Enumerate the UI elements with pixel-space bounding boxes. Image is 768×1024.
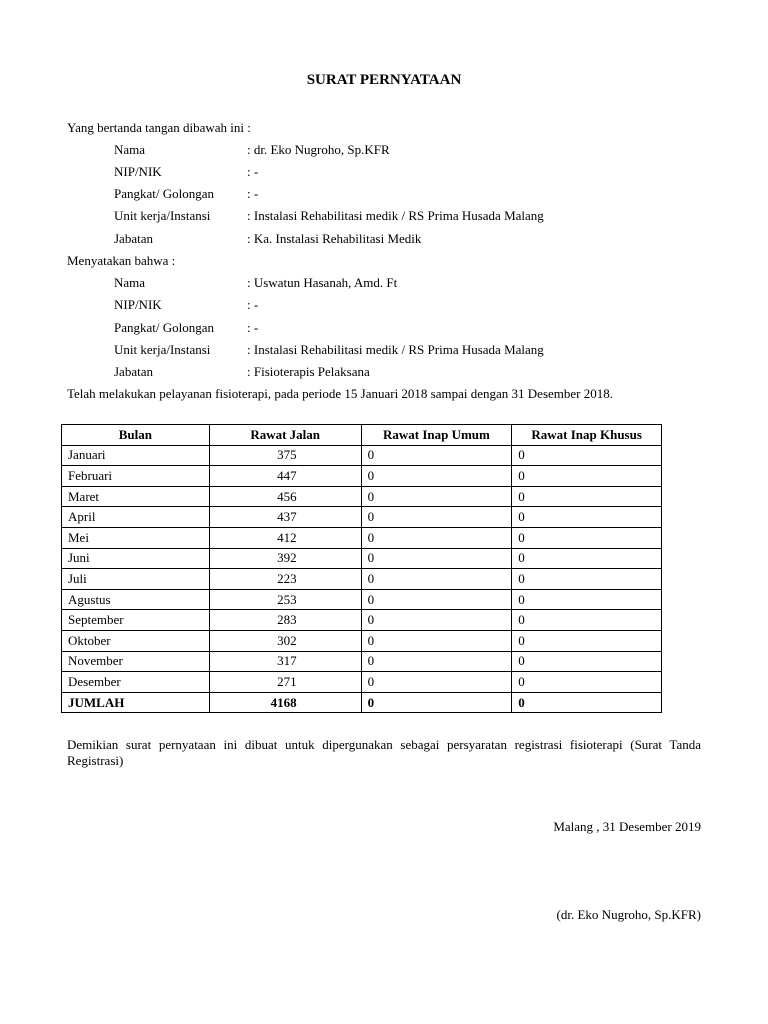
table-row <box>62 527 662 548</box>
table-total-row <box>62 692 662 713</box>
cell-month: September <box>62 610 210 631</box>
cell-rawat-jalan: 375 <box>209 445 361 466</box>
subject-rank-value: : - <box>247 320 259 335</box>
signer-unit-value: : Instalasi Rehabilitasi medik / RS Prima Husada Malang <box>247 208 544 223</box>
table-row <box>62 630 662 651</box>
subject-unit-value: : Instalasi Rehabilitasi medik / RS Prima Husada Malang <box>247 342 544 357</box>
subject-position-value: : Fisioterapis Pelaksana <box>247 364 370 379</box>
signer-rank-value: : - <box>247 186 259 201</box>
cell-rawat-jalan: 271 <box>209 672 361 693</box>
signer-name-label: Nama <box>114 142 146 157</box>
subject-rank-label: Pangkat/ Golongan <box>114 320 215 335</box>
table-row <box>62 486 662 507</box>
cell-rawat-inap-umum: 0 <box>361 507 512 528</box>
cell-month: Mei <box>62 527 210 548</box>
cell-rawat-inap-umum: 0 <box>361 527 512 548</box>
subject-name-value: : Uswatun Hasanah, Amd. Ft <box>247 275 398 290</box>
closing-text: Demikian surat pernyataan ini dibuat untuk dipergunakan sebagai persyaratan registrasi fisioterapi (Surat Tanda Registrasi) <box>67 737 701 768</box>
subject-nip-value: : - <box>247 297 259 312</box>
cell-month: November <box>62 651 210 672</box>
cell-rawat-inap-khusus: 0 <box>512 466 662 487</box>
table-row <box>62 589 662 610</box>
service-statement: Telah melakukan pelayanan fisioterapi, pada periode 15 Januari 2018 sampai dengan 31 Desember 2018. <box>67 386 613 401</box>
cell-rawat-inap-umum: 0 <box>361 548 512 569</box>
table-row <box>62 548 662 569</box>
cell-rawat-jalan: 447 <box>209 466 361 487</box>
intro-text: Yang bertanda tangan dibawah ini : <box>67 120 251 135</box>
cell-month: Maret <box>62 486 210 507</box>
subject-position-label: Jabatan <box>114 364 153 379</box>
cell-rawat-inap-khusus: 0 <box>512 507 662 528</box>
table-row <box>62 569 662 590</box>
cell-month: Februari <box>62 466 210 487</box>
cell-total-rawat-jalan: 4168 <box>209 692 361 713</box>
cell-rawat-inap-umum: 0 <box>361 672 512 693</box>
header-bulan: Bulan <box>62 425 210 446</box>
declare-text: Menyatakan bahwa : <box>67 253 176 268</box>
cell-total-rawat-inap-khusus: 0 <box>512 692 662 713</box>
header-rawat-jalan: Rawat Jalan <box>209 425 361 446</box>
cell-rawat-inap-umum: 0 <box>361 569 512 590</box>
header-rawat-inap-khusus: Rawat Inap Khusus <box>512 425 662 446</box>
signer-nip-label: NIP/NIK <box>114 164 162 179</box>
table-row <box>62 507 662 528</box>
cell-rawat-inap-umum: 0 <box>361 589 512 610</box>
cell-rawat-inap-khusus: 0 <box>512 589 662 610</box>
cell-rawat-inap-umum: 0 <box>361 445 512 466</box>
cell-month: Januari <box>62 445 210 466</box>
signer-position-label: Jabatan <box>114 231 153 246</box>
cell-rawat-inap-khusus: 0 <box>512 569 662 590</box>
cell-rawat-inap-khusus: 0 <box>512 445 662 466</box>
cell-rawat-inap-umum: 0 <box>361 651 512 672</box>
signer-position-value: : Ka. Instalasi Rehabilitasi Medik <box>247 231 422 246</box>
cell-month: Desember <box>62 672 210 693</box>
cell-rawat-inap-khusus: 0 <box>512 486 662 507</box>
cell-rawat-jalan: 456 <box>209 486 361 507</box>
cell-total-label: JUMLAH <box>62 692 210 713</box>
cell-rawat-inap-umum: 0 <box>361 466 512 487</box>
table-row <box>62 672 662 693</box>
signer-nip-value: : - <box>247 164 259 179</box>
signature-name: (dr. Eko Nugroho, Sp.KFR) <box>556 907 701 922</box>
cell-rawat-inap-khusus: 0 <box>512 672 662 693</box>
cell-rawat-jalan: 317 <box>209 651 361 672</box>
table-row <box>62 466 662 487</box>
cell-rawat-jalan: 302 <box>209 630 361 651</box>
cell-rawat-jalan: 392 <box>209 548 361 569</box>
subject-nip-label: NIP/NIK <box>114 297 162 312</box>
subject-name-label: Nama <box>114 275 146 290</box>
place-date: Malang , 31 Desember 2019 <box>553 819 701 834</box>
signer-unit-label: Unit kerja/Instansi <box>114 208 211 223</box>
cell-rawat-inap-khusus: 0 <box>512 548 662 569</box>
cell-rawat-jalan: 223 <box>209 569 361 590</box>
cell-month: April <box>62 507 210 528</box>
cell-rawat-jalan: 283 <box>209 610 361 631</box>
header-rawat-inap-umum: Rawat Inap Umum <box>361 425 512 446</box>
cell-month: Juni <box>62 548 210 569</box>
cell-month: Agustus <box>62 589 210 610</box>
cell-month: Juli <box>62 569 210 590</box>
table-row <box>62 445 662 466</box>
cell-rawat-inap-khusus: 0 <box>512 630 662 651</box>
subject-unit-label: Unit kerja/Instansi <box>114 342 211 357</box>
table-header-row <box>62 425 662 446</box>
cell-total-rawat-inap-umum: 0 <box>361 692 512 713</box>
table-row <box>62 610 662 631</box>
page-title: SURAT PERNYATAAN <box>306 72 462 88</box>
cell-rawat-jalan: 253 <box>209 589 361 610</box>
cell-rawat-inap-umum: 0 <box>361 486 512 507</box>
cell-rawat-inap-umum: 0 <box>361 610 512 631</box>
service-table <box>61 424 662 713</box>
signer-name-value: : dr. Eko Nugroho, Sp.KFR <box>247 142 390 157</box>
cell-rawat-inap-umum: 0 <box>361 630 512 651</box>
cell-month: Oktober <box>62 630 210 651</box>
cell-rawat-inap-khusus: 0 <box>512 651 662 672</box>
table-row <box>62 651 662 672</box>
signer-rank-label: Pangkat/ Golongan <box>114 186 215 201</box>
cell-rawat-inap-khusus: 0 <box>512 527 662 548</box>
cell-rawat-jalan: 437 <box>209 507 361 528</box>
cell-rawat-inap-khusus: 0 <box>512 610 662 631</box>
cell-rawat-jalan: 412 <box>209 527 361 548</box>
